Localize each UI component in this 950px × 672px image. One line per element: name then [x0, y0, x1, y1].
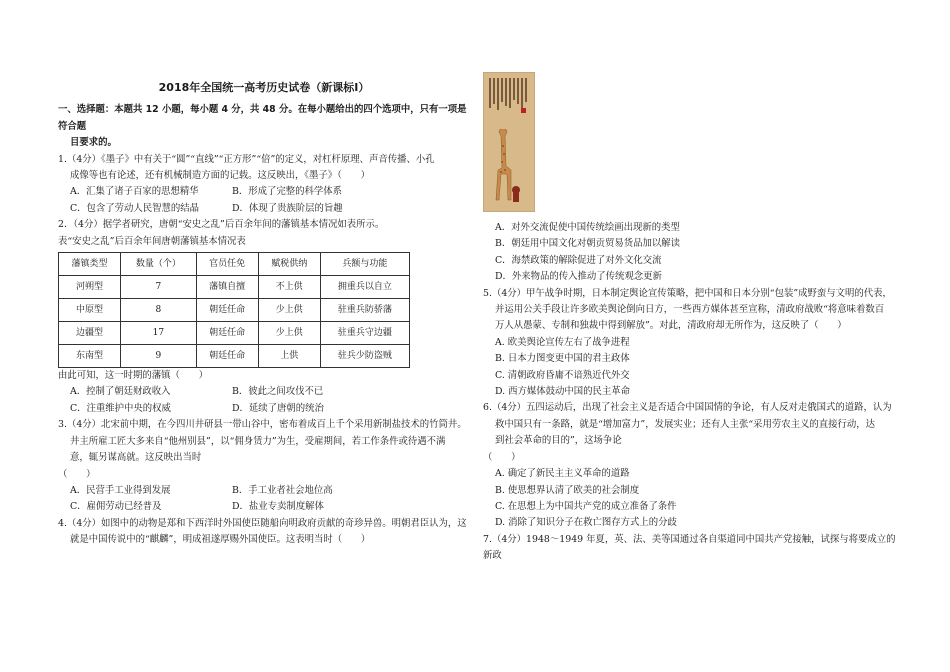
- table-caption: 表“安史之乱”后百余年间唐朝藩镇基本情况表: [58, 235, 246, 247]
- option-b: B．彼此之间攻伐不已: [232, 386, 324, 398]
- options: [58, 184, 470, 217]
- right-column: [483, 72, 898, 565]
- table-cell: 驻重兵防骄藩: [320, 299, 409, 322]
- question-3: [58, 417, 470, 515]
- table-row: [59, 299, 410, 322]
- question-text: 6.（4分）五四运动后，出现了社会主义是否适合中国国情的争论，有人反对走俄国式的道路，认为: [483, 402, 892, 414]
- fanzhen-table: [58, 252, 410, 368]
- option-a: A. 欧美舆论宣传左右了战争进程: [495, 336, 630, 348]
- question-text: 救中国只有一条路，就是“增加富力”，发展实业；还有人主张“采用劳农主义的直接行动，达: [495, 418, 876, 430]
- option-d: D．体现了贵族阶层的旨趣: [232, 202, 343, 214]
- question-5: [483, 286, 898, 401]
- table-header-cell: 兵额与功能: [320, 253, 409, 276]
- question-text: 并运用公关手段让许多欧美舆论倒向日方，一些西方媒体甚至宣称，清政府战败“将意味着数百: [495, 304, 885, 316]
- question-text: 意，辄另谋高就。这反映出当时: [70, 452, 202, 464]
- table-cell: 少上供: [258, 299, 320, 322]
- table-cell: 少上供: [258, 322, 320, 345]
- table-cell: 上供: [258, 345, 320, 368]
- question-text: 3.（4分）北宋前中期，在今四川井研县一带山谷中，密布着成百上千个采用新制盐技术的竹筒井。: [58, 419, 467, 431]
- table-header-cell: 官员任免: [196, 253, 258, 276]
- left-column: [58, 78, 470, 549]
- question-text: 井主所雇工匠大多来自“他州别县”，以“佣身赁力”为生，受雇期间，若工作条件或待遇不满: [70, 435, 446, 447]
- option-a: A．汇集了诸子百家的思想精华: [70, 186, 199, 198]
- question-text: 就是中国传说中的“麒麟”，明成祖遂厚赐外国使臣。这表明当时（ ）: [70, 534, 371, 546]
- table-cell: 不上供: [258, 276, 320, 299]
- question-text: （ ）: [58, 468, 96, 480]
- table-header-cell: 赋税供纳: [258, 253, 320, 276]
- option-b: B．形成了完整的科学体系: [232, 186, 343, 198]
- option-a: A. 确定了新民主主义革命的道路: [495, 468, 630, 480]
- option-c: C. 在思想上为中国共产党的成立准备了条件: [495, 500, 677, 512]
- table-cell: 拥重兵以自立: [320, 276, 409, 299]
- table-cell: 藩镇自擅: [196, 276, 258, 299]
- option-b: B．手工业者社会地位高: [232, 484, 333, 496]
- table-cell: 8: [121, 299, 197, 322]
- question-text: 5.（4分）甲午战争时期，日本制定舆论宣传策略，把中国和日本分别“包装”成野蛮与文明的代表，: [483, 287, 892, 299]
- question-6: [483, 400, 898, 531]
- option-c: C．海禁政策的解除促进了对外文化交流: [495, 254, 662, 266]
- giraffe-painting-image: [483, 72, 535, 212]
- table-cell: 边疆型: [59, 322, 121, 345]
- option-b: B．朝廷用中国文化对朝贡贸易货品加以解读: [495, 238, 681, 250]
- option-d: D．盐业专卖制度解体: [232, 501, 324, 513]
- table-row: [59, 322, 410, 345]
- table-header-cell: 数量（个）: [121, 253, 197, 276]
- option-d: D．外来物品的传入推动了传统观念更新: [495, 271, 662, 283]
- question-text: 1.（4分）《墨子》中有关于“圆”“直线”“正方形”“倍”的定义，对杠杆原理、声音传播、小孔: [58, 153, 435, 165]
- options: [58, 384, 470, 417]
- option-d: D. 消除了知识分子在救亡图存方式上的分歧: [495, 517, 677, 529]
- option-c: C．注重维护中央的权威: [70, 402, 171, 414]
- table-cell: 7: [121, 276, 197, 299]
- table-cell: 17: [121, 322, 197, 345]
- table-header-row: [59, 253, 410, 276]
- question-4-options: [483, 220, 898, 286]
- table-cell: 驻兵少防盗贼: [320, 345, 409, 368]
- table-row: [59, 276, 410, 299]
- option-a: A．对外交流促使中国传统绘画出现新的类型: [495, 222, 680, 233]
- option-b: B. 使思想界认清了欧美的社会制度: [495, 484, 640, 496]
- question-4: [58, 516, 470, 549]
- question-text: 由此可知，这一时期的藩镇（ ）: [58, 370, 209, 382]
- question-7: [483, 532, 898, 565]
- page-title: 2018年全国统一高考历史试卷（新课标Ⅰ）: [158, 81, 370, 94]
- question-2: [58, 217, 470, 417]
- table-row: [59, 345, 410, 368]
- options: [58, 483, 470, 516]
- section-heading-cont: 目要求的。: [70, 137, 117, 149]
- table-cell: 朝廷任命: [196, 322, 258, 345]
- option-a: A．民营手工业得到发展: [70, 484, 171, 496]
- option-c: C．包含了劳动人民智慧的结晶: [70, 202, 200, 214]
- option-b: B. 日本力图变更中国的君主政体: [495, 353, 630, 365]
- question-text: 成像等也有论述，还有机械制造方面的记载。这反映出，《墨子》（ ）: [70, 170, 370, 182]
- question-text: 到社会革命的目的”，这场争论: [495, 435, 622, 447]
- option-c: C．雇佣劳动已经普及: [70, 501, 162, 513]
- table-cell: 东南型: [59, 345, 121, 368]
- giraffe-painting: [483, 72, 535, 212]
- question-text: （ ）: [483, 451, 521, 463]
- option-c: C. 清朝政府昏庸不谙熟近代外交: [495, 369, 630, 381]
- option-d: D．延续了唐朝的统治: [232, 402, 324, 414]
- table-cell: 驻重兵守边疆: [320, 322, 409, 345]
- table-cell: 朝廷任命: [196, 345, 258, 368]
- table-cell: 9: [121, 345, 197, 368]
- option-a: A．控制了朝廷财政收入: [70, 386, 171, 398]
- table-header-cell: 藩镇类型: [59, 253, 121, 276]
- question-text: 7.（4分）1948～1949 年夏，英、法、美等国通过各自渠道同中国共产党接触，试探与将要成立的新政: [483, 533, 896, 562]
- table-cell: 朝廷任命: [196, 299, 258, 322]
- question-1: [58, 152, 470, 218]
- table-cell: 河朔型: [59, 276, 121, 299]
- table-cell: 中原型: [59, 299, 121, 322]
- question-text: 2．（4分）据学者研究，唐朝“安史之乱”后百余年间的藩镇基本情况如表所示。: [58, 219, 385, 231]
- section-heading: 一、选择题：本题共 12 小题，每小题 4 分，共 48 分。在每小题给出的四个选项中，只有一项是符合题: [58, 104, 467, 132]
- question-text: 4.（4分）如图中的动物是郑和下西洋时外国使臣随船向明政府贡献的奇珍异兽。明朝君臣认为，这: [58, 517, 467, 529]
- option-d: D. 西方媒体鼓动中国的民主革命: [495, 386, 631, 398]
- question-text: 万人从愚蒙、专制和独裁中得到解放”。对此，清政府却无所作为，这反映了（ ）: [495, 320, 847, 332]
